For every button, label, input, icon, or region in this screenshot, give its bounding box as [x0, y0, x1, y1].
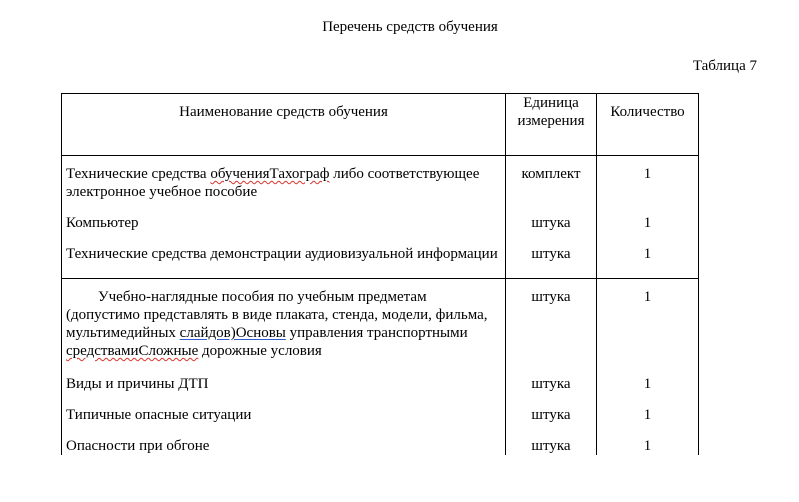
table-row — [62, 232, 699, 279]
cell-quantity: 1 — [597, 232, 699, 279]
table-header-row — [62, 94, 699, 156]
table-row — [62, 156, 699, 202]
cell-name-text: Учебно-наглядные пособия по учебным предметам (допустимо представлять в виде плаката, стенда, модели, фильма, мультимедийных — [66, 289, 488, 341]
table-group-visual-aids — [62, 279, 699, 456]
header-name: Наименование средств обучения — [62, 94, 506, 156]
grammar-issue-word[interactable]: слайдов)Основы — [179, 325, 286, 341]
document-title: Перечень средств обучения — [322, 19, 498, 35]
cell-name — [62, 156, 506, 202]
cell-unit: штука — [506, 201, 597, 232]
cell-quantity: 1 — [597, 360, 699, 393]
cell-quantity: 1 — [597, 156, 699, 202]
spelling-error-word[interactable]: средствамиСложные — [66, 343, 199, 359]
cell-quantity: 1 — [597, 393, 699, 424]
cell-name — [62, 279, 506, 361]
training-means-table — [61, 93, 699, 455]
cell-unit: комплект — [506, 156, 597, 202]
table-row — [62, 393, 699, 424]
cell-name: Технические средства демонстрации аудиовизуальной информации — [62, 232, 506, 279]
spelling-error-word[interactable]: обученияТахограф — [210, 166, 330, 182]
cell-unit: штука — [506, 393, 597, 424]
cell-name-text: управления транспортными — [285, 325, 468, 341]
cell-quantity: 1 — [597, 201, 699, 232]
cell-unit: штука — [506, 279, 597, 361]
table-group-technical — [62, 156, 699, 279]
cell-name-text: либо соответствующее электронное учебное пособие — [66, 166, 480, 200]
cell-unit: штука — [506, 360, 597, 393]
cell-name: Опасности при обгоне — [62, 424, 506, 455]
cell-quantity: 1 — [597, 424, 699, 455]
table-row — [62, 279, 699, 361]
table-row — [62, 360, 699, 393]
cell-name: Типичные опасные ситуации — [62, 393, 506, 424]
header-quantity: Количество — [597, 94, 699, 156]
cell-unit: штука — [506, 424, 597, 455]
cell-name-text: дорожные условия — [198, 343, 322, 359]
table-row — [62, 201, 699, 232]
table-row — [62, 424, 699, 455]
cell-unit: штука — [506, 232, 597, 279]
table-caption: Таблица 7 — [692, 58, 757, 74]
cell-quantity: 1 — [597, 279, 699, 361]
cell-name: Виды и причины ДТП — [62, 360, 506, 393]
cell-name: Компьютер — [62, 201, 506, 232]
header-unit: Единица измерения — [506, 94, 597, 156]
cell-name-text: Технические средства — [66, 166, 211, 182]
